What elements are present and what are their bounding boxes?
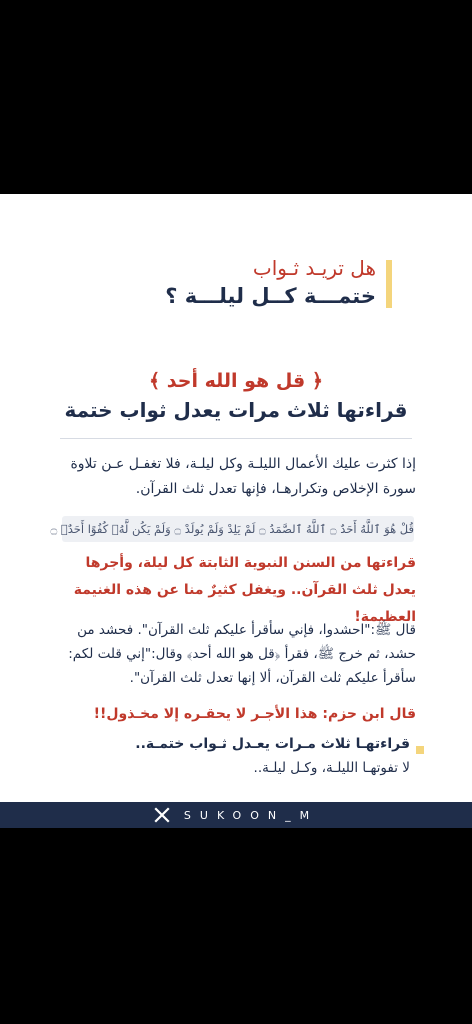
paragraph-ibn-hazm: قال ابن حزم: هذا الأجـر لا يحقـره إلا مخـذول!! — [93, 706, 416, 722]
title-line-1: هل تريـد ثـواب — [252, 256, 376, 280]
x-logo-icon — [154, 807, 170, 823]
divider — [60, 438, 412, 439]
surah-verse-box: قُلْ هُوَ ٱللَّهُ أَحَدٌ ۝ ٱللَّهُ ٱلصَّمَدُ ۝ لَمْ يَلِدْ وَلَمْ يُولَدْ ۝ وَلَمْ يَكُن لَّهُۥ كُفُوًا أَحَدٌۢ ۝ — [62, 516, 414, 542]
paragraph-sunnah: قراءتها من السنن النبوية الثابتة كل ليلة، وأجرها يعدل ثلث القرآن.. ويغفل كثيرٌ منا عن هذه الغنيمة العظيمة! — [73, 555, 416, 625]
closing-line-2: لا تفوتهـا الليلـة، وكـل ليلـة.. — [253, 760, 410, 776]
footer-bar — [0, 802, 472, 828]
paragraph-hadith: قال ﷺ:"احشدوا، فإني سأقرأ عليكم ثلث القرآن". فحشد من حشد، ثم خرج ﷺ، فقرأ ﴿قل هو الله أحد﴾ وقال:"إني قلت لكم: سأقرأ عليكم ثلث القرآن، ألا إنها تعدل ثلث القرآن". — [68, 622, 416, 686]
verse-heading: ﴿ قل هو الله أحد ﴾ — [149, 370, 323, 392]
brand-handle[interactable]: SUKOON_M — [183, 808, 319, 822]
closing-line-1: قراءتهـا ثلاث مـرات يعـدل ثـواب ختمـة.. — [135, 736, 410, 752]
post-card — [0, 194, 472, 828]
title-accent-bar — [386, 260, 392, 308]
paragraph-intro: إذا كثرت عليك الأعمال الليلـة وكل ليلـة، فلا تغفـل عـن تلاوة سورة الإخلاص وتكرارهـا، فإنها تعدل ثلث القرآن. — [70, 456, 416, 497]
title-line-2: ختمـــة كــل ليلـــة ؟ — [165, 284, 376, 308]
closing-bullet — [416, 746, 424, 754]
subheading: قراءتها ثلاث مرات يعدل ثواب ختمة — [64, 398, 408, 422]
